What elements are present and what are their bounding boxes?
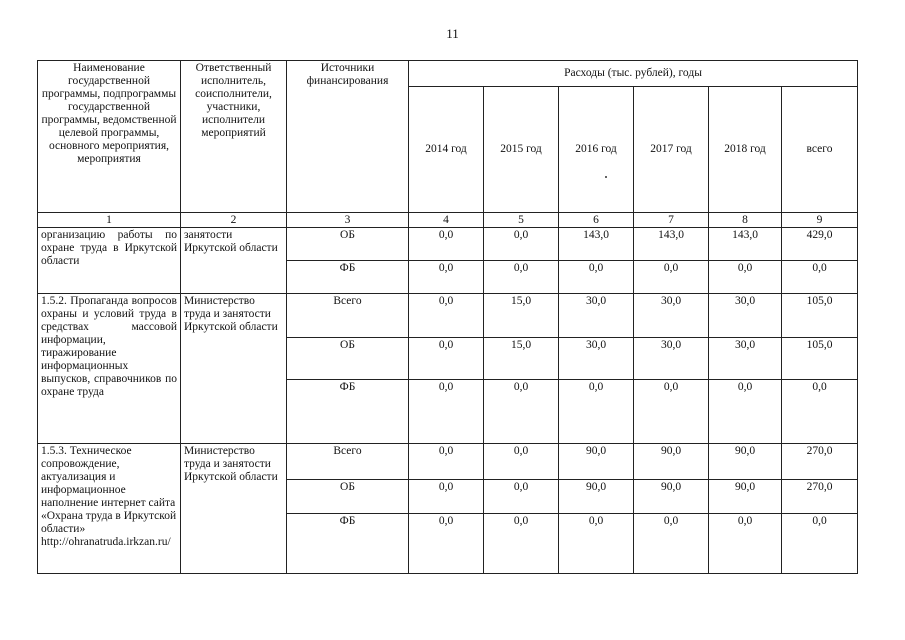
value-cell: 0,0 xyxy=(782,514,858,574)
column-number: 2 xyxy=(181,213,287,228)
value-cell: 105,0 xyxy=(782,294,858,338)
value-cell: 0,0 xyxy=(484,380,559,444)
funding-source: ОБ xyxy=(287,228,409,261)
value-cell: 15,0 xyxy=(484,338,559,380)
value-cell: 105,0 xyxy=(782,338,858,380)
funding-source: Всего xyxy=(287,444,409,480)
header-executor: Ответственный исполнитель, соисполнители, участники, исполнители мероприятий xyxy=(181,61,287,213)
table-row xyxy=(38,444,858,480)
value-cell: 0,0 xyxy=(709,380,782,444)
activity-name: организацию работы по охране труда в Иркутской области xyxy=(38,228,181,294)
table-row xyxy=(38,294,858,338)
value-cell: 0,0 xyxy=(409,480,484,514)
value-cell: 30,0 xyxy=(559,338,634,380)
funding-source: ФБ xyxy=(287,380,409,444)
value-cell: 0,0 xyxy=(782,380,858,444)
column-number: 6 xyxy=(559,213,634,228)
value-cell: 0,0 xyxy=(409,514,484,574)
header-expenses: Расходы (тыс. рублей), годы xyxy=(409,61,858,87)
activity-executor: Министерство труда и занятости Иркутской области xyxy=(181,294,287,444)
value-cell: 270,0 xyxy=(782,444,858,480)
value-cell: 30,0 xyxy=(634,294,709,338)
activity-name: 1.5.2. Пропаганда вопросов охраны и условий труда в средствах массовой информации, тиражирование информационных выпусков, справочников по охране труда xyxy=(38,294,181,444)
value-cell: 0,0 xyxy=(559,514,634,574)
value-cell: 30,0 xyxy=(709,294,782,338)
column-number: 9 xyxy=(782,213,858,228)
value-cell: 0,0 xyxy=(709,514,782,574)
value-cell: 30,0 xyxy=(709,338,782,380)
table-row xyxy=(38,228,858,261)
value-cell: 0,0 xyxy=(409,444,484,480)
value-cell: 0,0 xyxy=(634,261,709,294)
value-cell: 0,0 xyxy=(484,261,559,294)
value-cell: 90,0 xyxy=(559,444,634,480)
value-cell: 0,0 xyxy=(484,444,559,480)
value-cell: 0,0 xyxy=(409,380,484,444)
value-cell: 0,0 xyxy=(634,514,709,574)
column-number: 5 xyxy=(484,213,559,228)
value-cell: 15,0 xyxy=(484,294,559,338)
value-cell: 0,0 xyxy=(409,261,484,294)
value-cell: 30,0 xyxy=(634,338,709,380)
value-cell: 90,0 xyxy=(634,480,709,514)
funding-source: ОБ xyxy=(287,338,409,380)
header-name: Наименование государственной программы, подпрограммы государственной программы, ведомственной целевой программы, основного мероприятия, мероприятия xyxy=(38,61,181,213)
value-cell: 0,0 xyxy=(782,261,858,294)
expenses-table xyxy=(37,60,858,574)
value-cell: 0,0 xyxy=(484,228,559,261)
activity-executor: занятости Иркутской области xyxy=(181,228,287,294)
column-number: 4 xyxy=(409,213,484,228)
funding-source: ФБ xyxy=(287,261,409,294)
value-cell: 0,0 xyxy=(559,261,634,294)
column-number: 1 xyxy=(38,213,181,228)
value-cell: 0,0 xyxy=(409,294,484,338)
activity-executor: Министерство труда и занятости Иркутской области xyxy=(181,444,287,574)
value-cell: 90,0 xyxy=(709,444,782,480)
value-cell: 30,0 xyxy=(559,294,634,338)
header-year: 2014 год xyxy=(409,87,484,213)
value-cell: 0,0 xyxy=(484,514,559,574)
value-cell: 143,0 xyxy=(559,228,634,261)
column-number: 3 xyxy=(287,213,409,228)
value-cell: 270,0 xyxy=(782,480,858,514)
value-cell: 143,0 xyxy=(709,228,782,261)
value-cell: 429,0 xyxy=(782,228,858,261)
activity-name: 1.5.3. Техническое сопровождение, актуализация и информационное наполнение интернет сайта «Охрана труда в Иркутской области» http://ohranatruda.irkzan.ru/ xyxy=(38,444,181,574)
header-source: Источники финансирования xyxy=(287,61,409,213)
header-year: 2017 год xyxy=(634,87,709,213)
header-year: 2016 год xyxy=(559,87,634,213)
column-number-row xyxy=(38,213,858,228)
header-year: 2018 год xyxy=(709,87,782,213)
value-cell: 0,0 xyxy=(409,228,484,261)
value-cell: 0,0 xyxy=(409,338,484,380)
value-cell: 90,0 xyxy=(634,444,709,480)
header-row-1 xyxy=(38,61,858,87)
funding-source: ФБ xyxy=(287,514,409,574)
column-number: 8 xyxy=(709,213,782,228)
value-cell: 0,0 xyxy=(634,380,709,444)
value-cell: 90,0 xyxy=(709,480,782,514)
value-cell: 0,0 xyxy=(709,261,782,294)
column-number: 7 xyxy=(634,213,709,228)
page-number: 11 xyxy=(446,26,459,41)
value-cell: 143,0 xyxy=(634,228,709,261)
funding-source: Всего xyxy=(287,294,409,338)
value-cell: 0,0 xyxy=(559,380,634,444)
header-year: 2015 год xyxy=(484,87,559,213)
value-cell: 0,0 xyxy=(484,480,559,514)
header-total: всего xyxy=(782,87,858,213)
funding-source: ОБ xyxy=(287,480,409,514)
value-cell: 90,0 xyxy=(559,480,634,514)
